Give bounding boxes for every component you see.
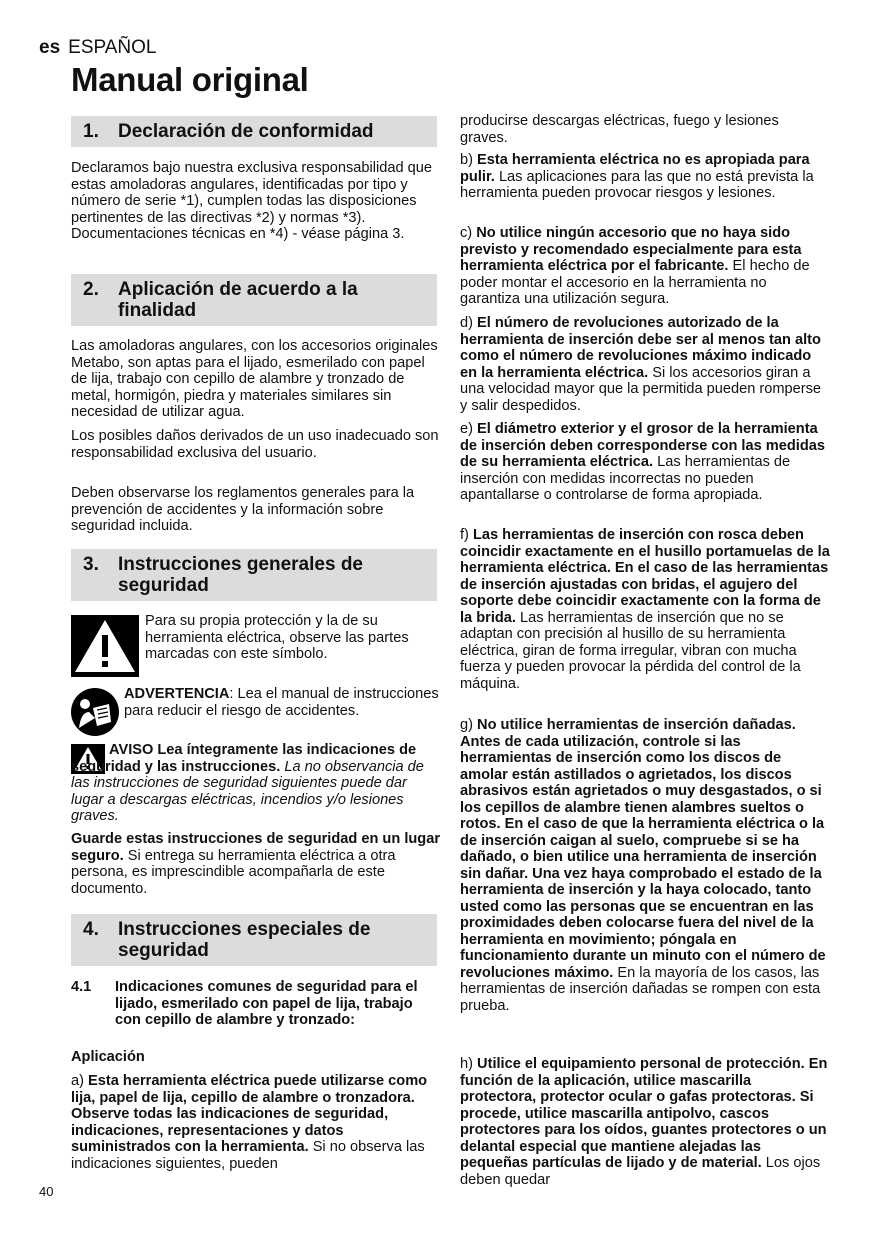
section-1-heading: 1. Declaración de conformidad [71,116,437,147]
warning-triangle-icon [71,615,139,677]
item-b: b) Esta herramienta eléctrica no es apropiada para pulir. Las aplicaciones para las que no está prevista la herramienta pueden provocar riesgos y lesiones. [460,152,814,201]
item-g: g) No utilice herramientas de inserción dañadas. Antes de cada utilización, controle si las herramientas de inserción como los discos de amolar están astillados o agrietados, los discos abrasivos están agrietados o muy desgastados, o si los cepillos de alambre tienen alambres sueltos o rotos. En el caso de que la herramienta eléctrica o la de inserción caigan al suelo, compruebe si se ha dañado, o bien utilice una herramienta de inserción sin dañar. Una vez haya comprobado el estado de la herramienta de inserción y la haya colocado, tanto usted como las personas que se encuentran en las proximidades deben colocarse fuera del nivel de la herramienta en movimiento; póngala en funcionamiento durante un minuto con el número de revoluciones máximo. En la mayoría de los casos, las herramientas de inserción dañadas se rompen con esta prueba. [460,717,826,1014]
aplicacion-heading: Aplicación [71,1049,145,1065]
section-3-heading: 3. Instrucciones generales de seguridad [71,549,437,601]
section-4-heading: 4. Instrucciones especiales de seguridad [71,914,437,966]
subsection-4-1-number: 4.1 [71,979,92,995]
item-d: d) El número de revoluciones autorizado de la herramienta de inserción debe ser al menos tan alto como el número de revoluciones máximo indicado en la herramienta eléctrica. Si los accesorios giran a una velocidad mayor que la permitida pueden romperse y salir despedidos. [460,315,822,414]
language-label [39,37,157,59]
item-c: c) No utilice ningún accesorio que no haya sido previsto y recomendado especialmente para esta herramienta eléctrica por el fabricante. El hecho de poder montar el accesorio en la herramienta no garantiza una utilización segura. [460,225,810,307]
language-name: ESPAÑOL [68,37,157,58]
page-title: Manual original [71,61,309,98]
item-a: a) Esta herramienta eléctrica puede utilizarse como lija, papel de lija, cepillo de alambre o tronzadora. Observe todas las indicaciones de seguridad, indicaciones, representaciones y datos suministrados con la herramienta. Si no observa las indicaciones siguientes, pueden [71,1073,428,1172]
section-2-heading: 2. Aplicación de acuerdo a la finalidad [71,274,437,326]
aviso-paragraph: AVISO Lea íntegramente las indicaciones de seguridad y las instrucciones. La no observancia de las instrucciones de seguridad siguientes puede dar lugar a descargas eléctricas, incendios y/o lesiones graves. [71,742,424,824]
item-h: h) Utilice el equipamiento personal de protección. En función de la aplicación, utilice mascarilla protectora, protector ocular o gafas protectoras. Si procede, utilice mascarilla antipolvo, cascos protectores para los oídos, guantes protectores o un delantal especial que mantiene alejadas las pequeñas partículas de lijado y de material. Los ojos deben quedar [460,1056,828,1188]
item-f: f) Las herramientas de inserción con rosca deben coincidir exactamente en el husillo portamuelas de la herramienta eléctrica. En el caso de las herramientas de inserción ajustadas con bridas, el agujero del soporte debe coincidir exactamente con la forma de la brida. Las herramientas de inserción que no se adaptan con precisión al husillo de su herramienta eléctrica, giran de forma irregular, vibran con mucha fuerza y pueden provocar la pérdida del control de la máquina. [460,527,830,692]
item-e: e) El diámetro exterior y el grosor de la herramienta de inserción deben corresponderse con las medidas de su herramienta eléctrica. Las herramientas de inserción con medidas incorrectas no pueden apantallarse o controlarse de forma apropiada. [460,421,825,503]
item-a-continued: producirse descargas eléctricas, fuego y lesiones graves. [460,113,779,146]
application-paragraph-3: Deben observarse los reglamentos generales para la prevención de accidentes y la información sobre seguridad incluida. [71,485,415,534]
application-paragraph-1: Las amoladoras angulares, con los accesorios originales Metabo, son aptas para el lijado, esmerilado con papel de lija, trabajo con cepillo de alambre y tronzado de metal, hormigón, piedra y materiales similares sin necesidad de utilizar agua. [71,338,438,420]
keep-instructions-paragraph: Guarde estas instrucciones de seguridad en un lugar seguro. Si entrega su herramienta eléctrica a otra persona, es imprescindible acompañarla de este documento. [71,831,440,897]
subsection-4-1-title: Indicaciones comunes de seguridad para el lijado, esmerilado con papel de lija, trabajo con cepillo de alambre y tronzado: [115,979,418,1028]
warning-read-manual: ADVERTENCIA: Lea el manual de instrucciones para reducir el riesgo de accidentes. [124,686,439,719]
application-paragraph-2: Los posibles daños derivados de un uso inadecuado son responsabilidad exclusiva del usuario. [71,428,439,461]
language-code: es [39,37,61,58]
conformity-paragraph: Declaramos bajo nuestra exclusiva responsabilidad que estas amoladoras angulares, identificadas por tipo y número de serie *1), cumplen todas las disposiciones pertinentes de las directivas *2) y normas *3). Documentaciones técnicas en *4) - véase página 3. [71,160,432,242]
page-number: 40 [39,1184,54,1199]
read-manual-icon [71,688,119,736]
symbol-explanation: Para su propia protección y la de su herramienta eléctrica, observe las partes marcadas con este símbolo. [145,613,409,662]
